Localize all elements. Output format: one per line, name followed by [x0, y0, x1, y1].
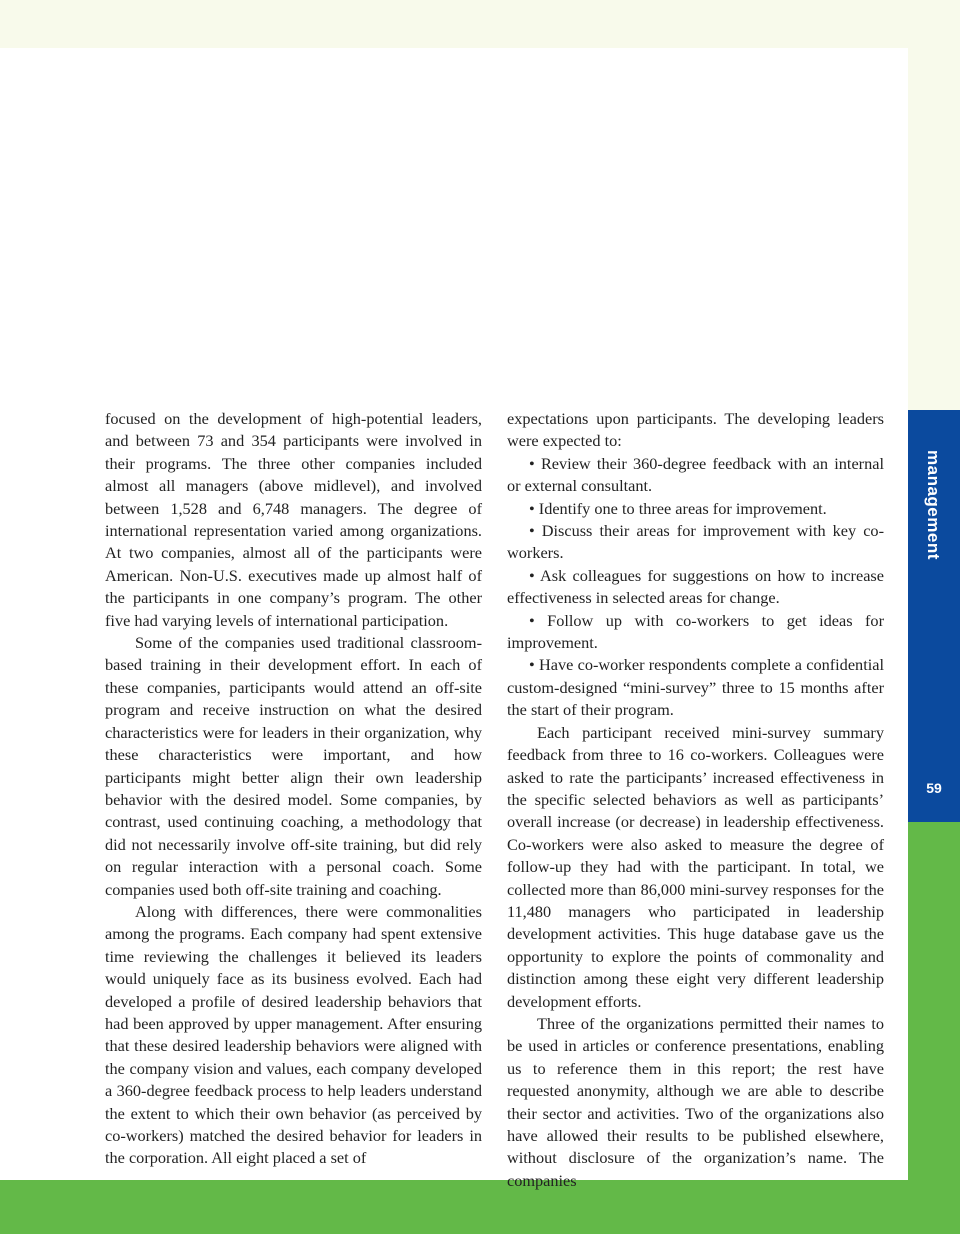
page-number: 59: [926, 780, 942, 796]
bullet-item: • Identify one to three areas for improvement.: [529, 498, 827, 518]
bullet-item: • Review their 360-degree feedback with an internal or external consultant.: [507, 453, 884, 496]
bullet-item: • Discuss their areas for improvement with key co-workers.: [507, 521, 884, 563]
bullet-item: • Have co-worker respondents complete a confidential custom-designed “mini-survey” three to 15 months after the start of their program.: [507, 655, 884, 720]
paragraph: Three of the organizations permitted their names to be used in articles or conference presentations, enabling us to reference them in this report; the rest have requested anonymity, although we are able to describe their sector and activities. Two of the organizations also have allowed their results to be published elsewhere, without disclosure of the organization’s name. The companies: [507, 1013, 884, 1190]
bullet-item: • Ask colleagues for suggestions on how to increase effectiveness in selected areas for change.: [507, 565, 884, 608]
section-label-text: management: [924, 450, 943, 560]
bullet-item: • Follow up with co-workers to get ideas for improvement.: [507, 610, 884, 653]
paragraph: Each participant received mini-survey summary feedback from three to 16 co-workers. Colleagues were asked to rate the participants’ increased effectiveness in the specific selected behaviors as well as participants’ overall increase (or decrease) in leadership effectiveness. Co-workers were also asked to measure the degree of follow-up they had with the participant. In total, we collected more than 86,000 mini-survey responses for the 11,480 managers who participated in leadership development activities. This huge database gave us the opportunity to explore the points of commonality and distinction among these eight very different leadership development efforts.: [507, 722, 884, 1011]
left-column: [105, 408, 482, 1170]
right-column: [507, 408, 884, 1192]
side-green-band: [908, 822, 960, 1180]
paragraph: Along with differences, there were commonalities among the programs. Each company had spent extensive time reviewing the challenges it believed its leaders would uniquely face as its business evolved. Each had developed a profile of desired leadership behaviors that had been approved by upper management. After ensuring that these desired leadership behaviors were aligned with the company vision and values, each company developed a 360-degree feedback process to help leaders understand the extent to which their own behavior (as perceived by co-workers) matched the desired behavior for leaders in the corporation. All eight placed a set of: [105, 901, 482, 1168]
paragraph: Some of the companies used traditional classroom-based training in their development effort. In each of these companies, participants would attend an off-site program and receive instruction on what the desired characteristics were for leaders in their organization, why these characteristics were important, and how participants might better align their own leadership behavior with the desired model. Some companies, by contrast, used continuing coaching, a methodology that did not necessarily involve off-site training, but did rely on regular interaction with a personal coach. Some companies used both off-site training and coaching.: [105, 633, 482, 899]
section-label: [908, 450, 960, 560]
paragraph: focused on the development of high-potential leaders, and between 73 and 354 participants were involved in their programs. The three other companies included almost all managers (above midlevel), and involved between 1,528 and 6,748 managers. The degree of international representation varied among organizations. At two companies, almost all of the participants were American. Non-U.S. executives made up almost half of the participants in one company’s program. The other five had varying levels of international participation.: [105, 409, 482, 630]
paragraph: expectations upon participants. The developing leaders were expected to:: [507, 409, 884, 451]
